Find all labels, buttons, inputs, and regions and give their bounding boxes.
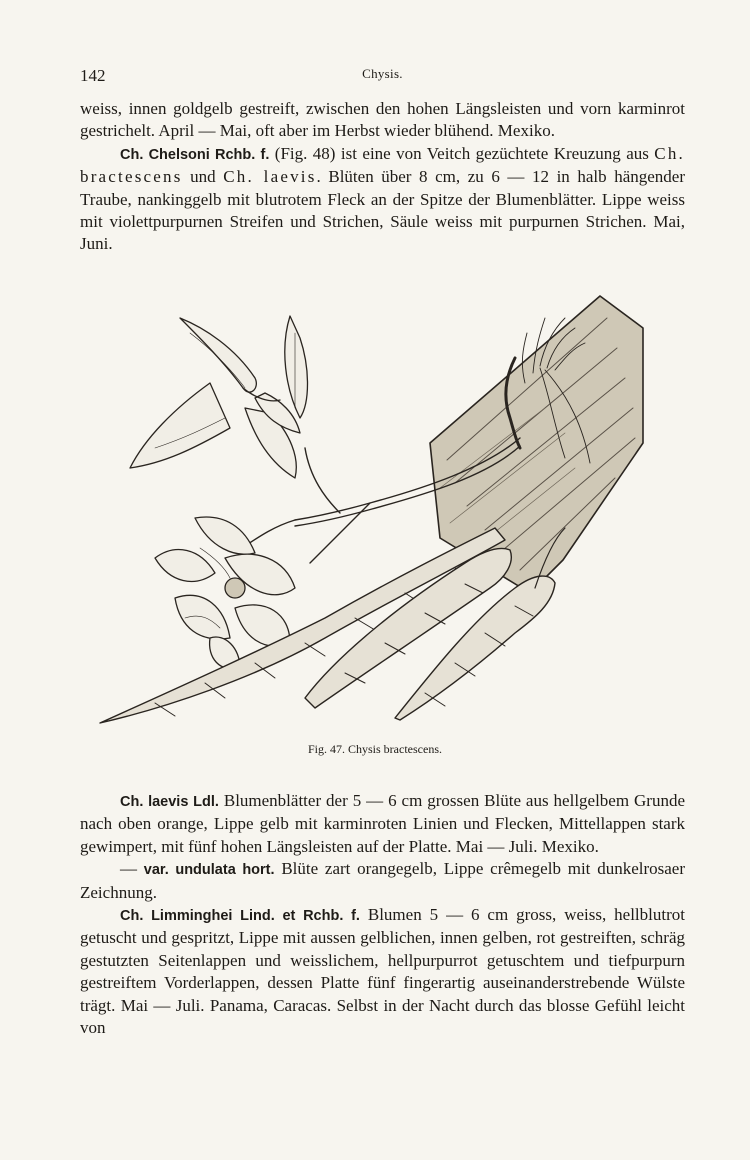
lower-text-block xyxy=(80,790,685,1039)
entry-limminghei xyxy=(80,904,685,1039)
dash: — xyxy=(120,859,144,879)
variety-name: var. undulata hort. xyxy=(143,862,275,879)
entry-text: (Fig. 48) ist eine von Veitch gezüchtete Kreuzung aus xyxy=(269,143,655,163)
page-header xyxy=(80,66,685,86)
species-name: Ch. laevis Ldl. xyxy=(120,794,219,810)
species-reference: Ch. bractescens xyxy=(80,143,685,187)
entry-text: Blumen 5 — 6 cm gross, weiss, hellblutrot getuscht und gespritzt, Lippe mit aussen gelblichen, innen gelben, rot gestreiften, schräg gestutzten Seitenlappen und weisslichem, hellpurpurrot getuschtem und tiefpurpurn gestreiftem Vorderlappen, dessen Platte fünf fingerartig auseinanderstrebende Wülste trägt. Mai — Juli. Panama, Caracas. Selbst in der Nacht durch das blosse Gefühl leicht von xyxy=(80,905,685,1038)
species-name: Ch. Limminghei Lind. et Rchb. f. xyxy=(120,908,360,925)
orchid-illustration xyxy=(95,288,645,733)
intro-paragraph: weiss, innen goldgelb gestreift, zwischen den hohen Längsleisten und vorn karminrot gestrichelt. April — Mai, oft aber im Herbst wieder blühend. Mexiko. xyxy=(80,99,685,141)
page-number: 142 xyxy=(80,66,106,85)
entry-chelsoni xyxy=(80,143,685,256)
entry-laevis xyxy=(80,790,685,858)
entry-text: . Blüten über 8 cm, zu 6 — 12 in halb hängender Traube, nankinggelb mit blutrotem Fleck an der Spitze der Blumenblätter. Lippe weiss mit violettpurpurnen Streifen und Strichen, Säule weiss mit purpurnen Strichen. Mai, Juni. xyxy=(80,167,686,254)
entry-text: Blumenblätter der 5 — 6 cm grossen Blüte aus hellgelbem Grunde nach oben orange, Lippe gelb mit karminroten Linien und Flecken, Mittellappen stark gewimpert, mit fünf hohen Längsleisten auf der Platte. Mai — Juli. Mexiko. xyxy=(80,791,686,856)
species-name: Ch. Chelsoni Rchb. f. xyxy=(120,146,270,163)
entry-text: und xyxy=(182,167,224,187)
entry-text: Blüte zart orangegelb, Lippe crêmegelb mit dunkelrosaer Zeichnung. xyxy=(80,859,685,902)
species-reference: Ch. laevis xyxy=(223,167,317,187)
upper-text-block xyxy=(80,98,685,256)
running-title: Chysis. xyxy=(362,66,403,81)
figure-caption: Fig. 47. Chysis bractescens. xyxy=(308,742,442,756)
upper-flower xyxy=(130,316,308,478)
entry-undulata xyxy=(80,858,685,904)
